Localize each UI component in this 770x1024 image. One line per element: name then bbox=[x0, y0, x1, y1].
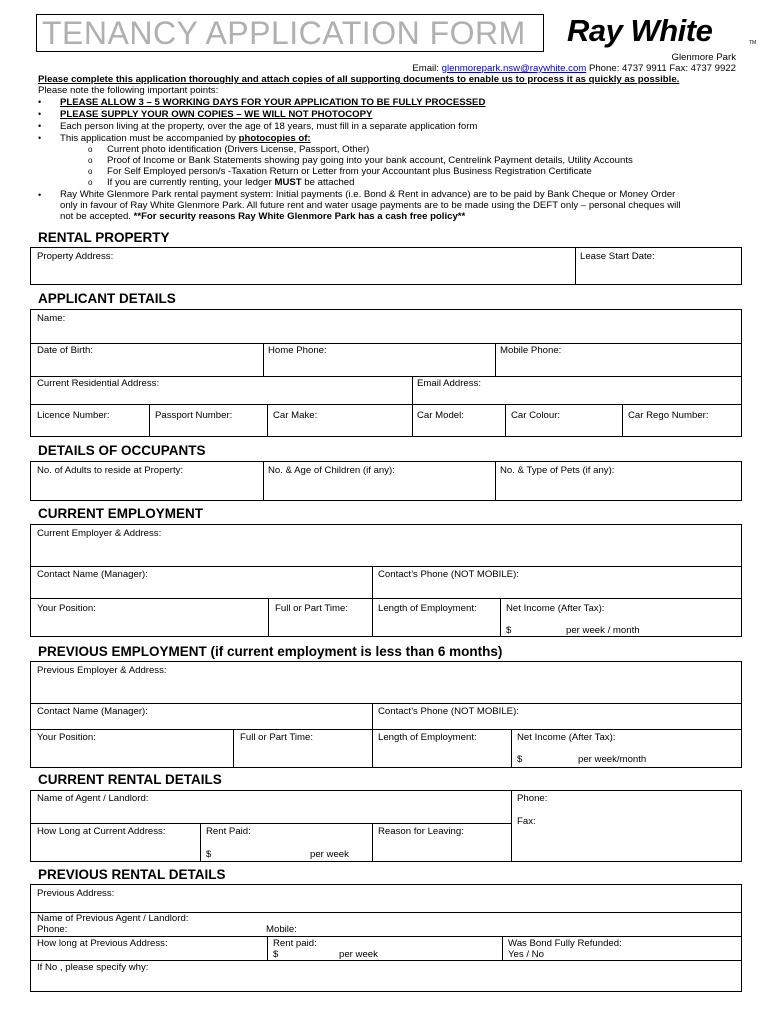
sub-instruction-4: If you are currently renting, your ledger MUST be attached bbox=[107, 177, 355, 188]
current-employer-field[interactable]: Current Employer & Address: bbox=[37, 528, 162, 539]
adults-field[interactable]: No. of Adults to reside at Property: bbox=[37, 465, 184, 476]
current-income-period: per week / month bbox=[566, 625, 640, 636]
current-rent-dollar: $ bbox=[206, 849, 212, 860]
previous-agent-field[interactable]: Name of Previous Agent / Landlord: bbox=[37, 913, 189, 924]
previous-rent-dollar: $ bbox=[273, 949, 279, 960]
previous-full-part-time-field[interactable]: Full or Part Time: bbox=[240, 732, 314, 743]
car-rego-field[interactable]: Car Rego Number: bbox=[628, 410, 709, 421]
rental-property-heading: RENTAL PROPERTY bbox=[38, 230, 170, 245]
previous-rent-paid-field[interactable]: Rent paid: bbox=[273, 938, 317, 949]
sub-instruction-2: Proof of Income or Bank Statements showing pay going into your bank account, Centrelink Payment details, Utility Accounts bbox=[107, 155, 633, 166]
current-employment-heading: CURRENT EMPLOYMENT bbox=[38, 506, 203, 521]
sub-bullet-2: o bbox=[88, 156, 93, 165]
bond-specify-why-field[interactable]: If No , please specify why: bbox=[37, 962, 149, 973]
email-address-field[interactable]: Email Address: bbox=[417, 378, 481, 389]
current-full-part-time-field[interactable]: Full or Part Time: bbox=[275, 603, 349, 614]
bullet-1: • bbox=[38, 97, 42, 107]
email-label: Email: bbox=[412, 63, 442, 74]
instruction-3: Each person living at the property, over the age of 18 years, must fill in a separate application form bbox=[60, 121, 478, 132]
previous-length-employment-field[interactable]: Length of Employment: bbox=[378, 732, 477, 743]
current-employment-box bbox=[30, 524, 742, 637]
previous-address-field[interactable]: Previous Address: bbox=[37, 888, 115, 899]
reason-for-leaving-field[interactable]: Reason for Leaving: bbox=[378, 826, 464, 837]
current-agent-phone-field[interactable]: Phone: bbox=[517, 793, 548, 804]
passport-number-field[interactable]: Passport Number: bbox=[155, 410, 233, 421]
current-net-income-field[interactable]: Net Income (After Tax): bbox=[506, 603, 605, 614]
instruction-4: This application must be accompanied by photocopies of: bbox=[60, 133, 311, 144]
form-title: TENANCY APPLICATION FORM bbox=[42, 15, 526, 51]
previous-how-long-field[interactable]: How long at Previous Address: bbox=[37, 938, 168, 949]
previous-agent-phone-field[interactable]: Phone: bbox=[37, 924, 68, 935]
instruction-1: PLEASE ALLOW 3 – 5 WORKING DAYS FOR YOUR APPLICATION TO BE FULLY PROCESSED bbox=[60, 97, 486, 108]
current-rent-paid-field[interactable]: Rent Paid: bbox=[206, 826, 251, 837]
bullet-5: • bbox=[38, 190, 42, 200]
current-position-field[interactable]: Your Position: bbox=[37, 603, 96, 614]
current-contact-name-field[interactable]: Contact Name (Manager): bbox=[37, 569, 148, 580]
current-agent-field[interactable]: Name of Agent / Landlord: bbox=[37, 793, 149, 804]
current-contact-phone-field[interactable]: Contact’s Phone (NOT MOBILE): bbox=[378, 569, 519, 580]
previous-income-dollar: $ bbox=[517, 754, 523, 765]
current-agent-fax-field[interactable]: Fax: bbox=[517, 816, 536, 827]
instructions-lead: Please complete this application thoroughly and attach copies of all supporting documents to enable us to process it as quickly as possible. bbox=[38, 74, 680, 85]
bond-yes-no[interactable]: Yes / No bbox=[508, 949, 544, 960]
bond-refunded-field[interactable]: Was Bond Fully Refunded: bbox=[508, 938, 622, 949]
children-field[interactable]: No. & Age of Children (if any): bbox=[268, 465, 395, 476]
bullet-3: • bbox=[38, 121, 42, 131]
sub-instruction-3: For Self Employed person/s -Taxation Return or Letter from your Accountant plus Business Registration Certificate bbox=[107, 166, 592, 177]
current-rent-period: per week bbox=[310, 849, 349, 860]
previous-position-field[interactable]: Your Position: bbox=[37, 732, 96, 743]
previous-income-period: per week/month bbox=[578, 754, 647, 765]
previous-employment-heading: PREVIOUS EMPLOYMENT (if current employment is less than 6 months) bbox=[38, 644, 503, 659]
sub-bullet-4: o bbox=[88, 178, 93, 187]
property-address-field[interactable]: Property Address: bbox=[37, 251, 114, 262]
instruction-5-line-3: not be accepted. **For security reasons Ray White Glenmore Park has a cash free policy** bbox=[60, 211, 466, 222]
current-income-dollar: $ bbox=[506, 625, 512, 636]
sub-bullet-1: o bbox=[88, 145, 93, 154]
residential-address-field[interactable]: Current Residential Address: bbox=[37, 378, 160, 389]
previous-rent-period: per week bbox=[339, 949, 378, 960]
previous-employer-field[interactable]: Previous Employer & Address: bbox=[37, 665, 167, 676]
current-length-employment-field[interactable]: Length of Employment: bbox=[378, 603, 477, 614]
email-link[interactable]: glenmorepark.nsw@raywhite.com bbox=[441, 63, 587, 74]
instruction-5-line-1: Ray White Glenmore Park rental payment system: Initial payments (i.e. Bond & Rent in advance) are to be paid by Bank Cheque or Money Order bbox=[60, 189, 676, 200]
previous-rental-heading: PREVIOUS RENTAL DETAILS bbox=[38, 867, 226, 882]
occupants-heading: DETAILS OF OCCUPANTS bbox=[38, 443, 206, 458]
ray-white-logo: Ray White bbox=[567, 13, 713, 48]
applicant-details-heading: APPLICANT DETAILS bbox=[38, 291, 176, 306]
pets-field[interactable]: No. & Type of Pets (if any): bbox=[500, 465, 615, 476]
bullet-2: • bbox=[38, 109, 42, 119]
car-colour-field[interactable]: Car Colour: bbox=[511, 410, 561, 421]
previous-contact-name-field[interactable]: Contact Name (Manager): bbox=[37, 706, 148, 717]
bullet-4: • bbox=[38, 133, 42, 143]
home-phone-field[interactable]: Home Phone: bbox=[268, 345, 327, 356]
previous-agent-mobile-field[interactable]: Mobile: bbox=[266, 924, 297, 935]
car-model-field[interactable]: Car Model: bbox=[417, 410, 464, 421]
instructions-note: Please note the following important points: bbox=[38, 85, 219, 96]
previous-contact-phone-field[interactable]: Contact’s Phone (NOT MOBILE): bbox=[378, 706, 519, 717]
licence-number-field[interactable]: Licence Number: bbox=[37, 410, 110, 421]
instruction-5-line-2: only in favour of Ray White Glenmore Park. All future rent and water usage payments are to be made using the DEFT only – personal cheques will bbox=[60, 200, 681, 211]
current-how-long-field[interactable]: How Long at Current Address: bbox=[37, 826, 166, 837]
date-of-birth-field[interactable]: Date of Birth: bbox=[37, 345, 93, 356]
current-rental-heading: CURRENT RENTAL DETAILS bbox=[38, 772, 222, 787]
instruction-2: PLEASE SUPPLY YOUR OWN COPIES – WE WILL NOT PHOTOCOPY bbox=[60, 109, 373, 120]
previous-net-income-field[interactable]: Net Income (After Tax): bbox=[517, 732, 616, 743]
mobile-phone-field[interactable]: Mobile Phone: bbox=[500, 345, 562, 356]
car-make-field[interactable]: Car Make: bbox=[273, 410, 318, 421]
sub-bullet-3: o bbox=[88, 167, 93, 176]
office-name: Glenmore Park bbox=[671, 52, 736, 63]
lease-start-date-field[interactable]: Lease Start Date: bbox=[580, 251, 655, 262]
sub-instruction-1: Current photo identification (Drivers License, Passport, Other) bbox=[107, 144, 370, 155]
phone-fax: Phone: 4737 9911 Fax: 4737 9922 bbox=[586, 63, 736, 74]
trademark-mark: TM bbox=[749, 40, 757, 46]
name-field[interactable]: Name: bbox=[37, 313, 66, 324]
